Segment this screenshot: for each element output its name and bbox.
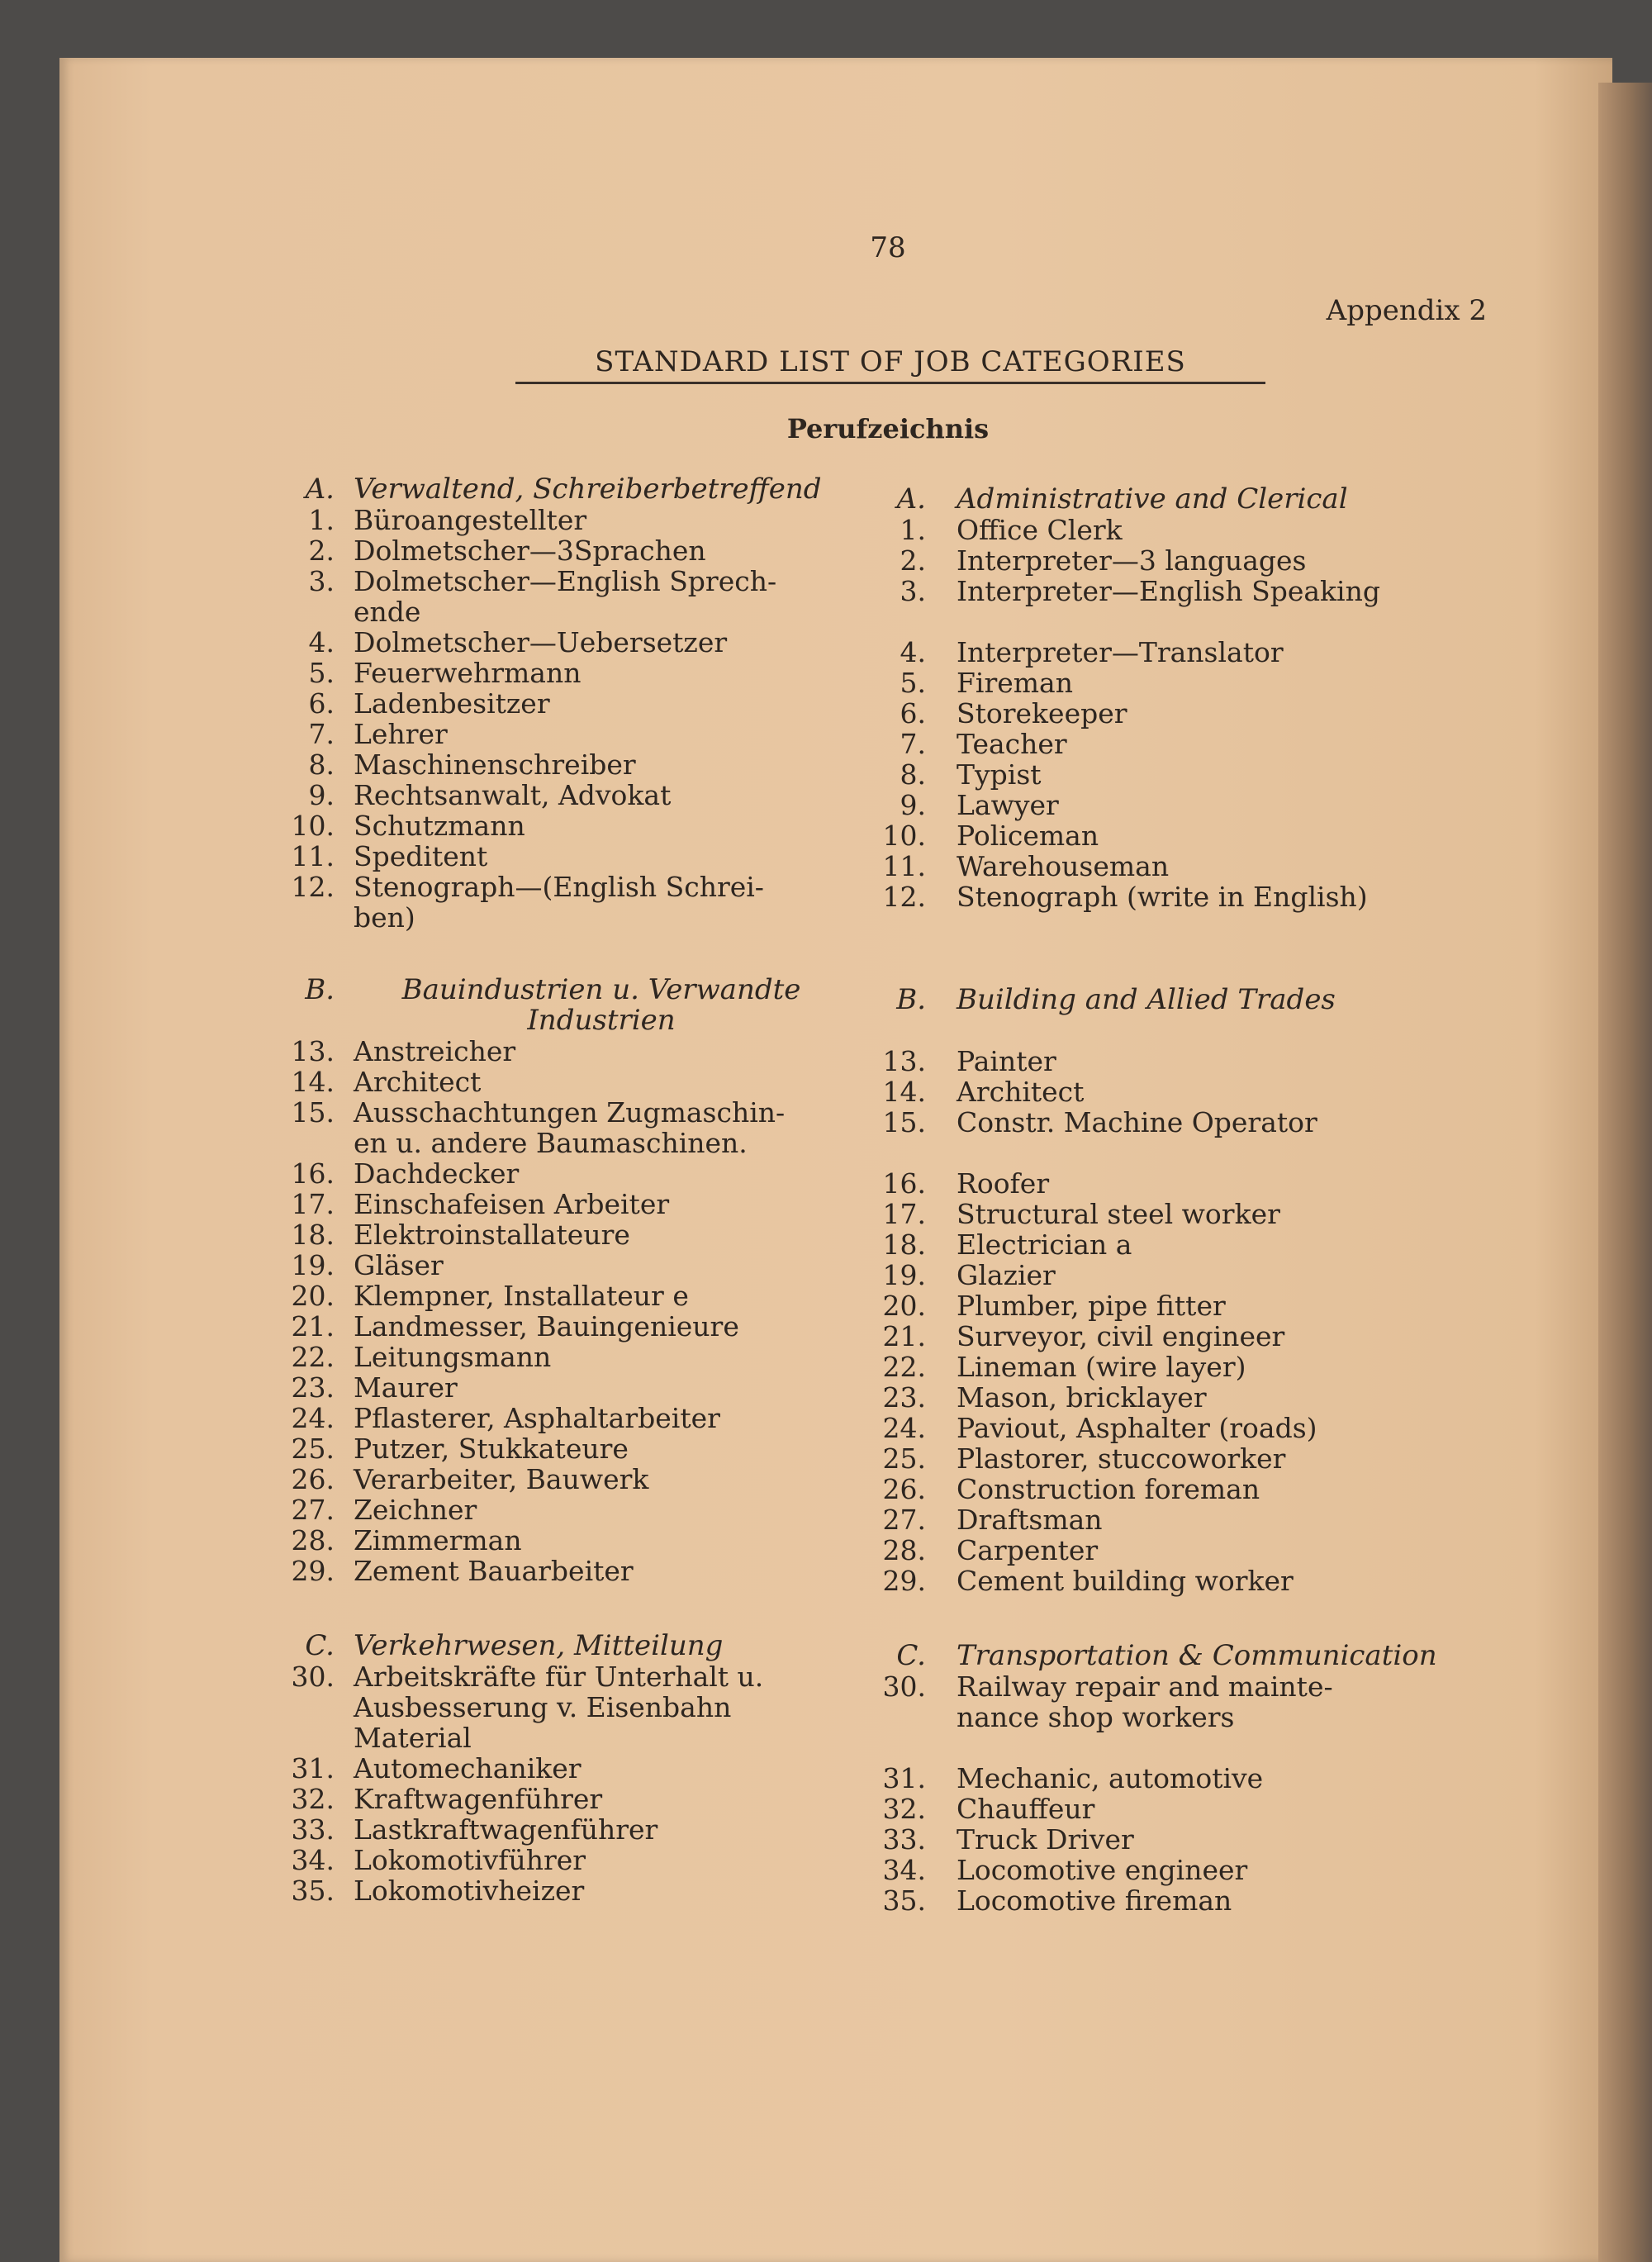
job-title-en: Interpreter—3 languages: [957, 544, 1307, 577]
item-number-en: 15.: [882, 1106, 926, 1138]
item-number-de: 11.: [291, 840, 335, 872]
job-title-de: Anstreicher: [354, 1035, 516, 1067]
job-title-en: Locomotive engineer: [957, 1854, 1248, 1886]
section-heading-en: Building and Allied Trades: [957, 983, 1336, 1016]
item-number-en: 6.: [900, 697, 926, 729]
section-heading-de: Verkehrwesen, Mitteilung: [354, 1629, 724, 1662]
item-number-en: 35.: [882, 1884, 926, 1917]
item-number-de: 25.: [291, 1433, 335, 1465]
item-number-en: 10.: [882, 820, 926, 852]
job-title-en: Lineman (wire layer): [957, 1351, 1246, 1383]
item-number-de: 18.: [291, 1219, 335, 1251]
job-title-de: Arbeitskräfte für Unterhalt u. Ausbesserung v. Eisenbahn Material: [354, 1661, 764, 1754]
item-number-en: 5.: [900, 667, 926, 699]
item-number-de: 19.: [291, 1249, 335, 1281]
job-title-en: Interpreter—Translator: [957, 636, 1284, 668]
section-a: [248, 474, 1485, 933]
job-title-de: Ladenbesitzer: [354, 687, 550, 720]
item-number-en: 28.: [882, 1534, 926, 1566]
job-title-en: Typist: [957, 758, 1042, 791]
job-title-en: Electrician a: [957, 1228, 1132, 1261]
item-number-en: 32.: [882, 1793, 926, 1825]
job-title-en: Office Clerk: [957, 514, 1123, 546]
item-number-en: 33.: [882, 1823, 926, 1856]
job-title-en: Locomotive fireman: [957, 1884, 1232, 1917]
job-title-de: Büroangestellter: [354, 504, 587, 536]
item-number-de: 3.: [308, 565, 335, 597]
item-number-en: 16.: [882, 1167, 926, 1200]
section-heading-de: Verwaltend, Schreiberbetreffend: [354, 473, 822, 506]
item-number-de: 12.: [291, 871, 335, 903]
job-title-en: Interpreter—English Speaking: [957, 575, 1380, 607]
item-number-de: 17.: [291, 1188, 335, 1220]
item-number-en: 2.: [900, 544, 926, 577]
job-title-en: Mason, bricklayer: [957, 1381, 1207, 1414]
job-title-de: Speditent: [354, 840, 488, 872]
job-title-en: Roofer: [957, 1167, 1050, 1200]
job-title-en: Carpenter: [957, 1534, 1099, 1566]
page-subtitle: Perufzeichnis: [786, 413, 990, 444]
job-title-de: Elektroinstallateure: [354, 1219, 630, 1251]
job-title-de: Verarbeiter, Bauwerk: [354, 1463, 649, 1495]
job-title-en: Glazier: [957, 1259, 1056, 1291]
item-number-en: 7.: [900, 728, 926, 760]
section-heading-en: Administrative and Clerical: [957, 482, 1348, 516]
job-title-de: Lokomotivführer: [354, 1844, 586, 1876]
job-title-de: Kraftwagenführer: [354, 1783, 603, 1815]
item-number-de: 22.: [291, 1341, 335, 1373]
job-title-de: Architect: [354, 1066, 482, 1098]
section-heading-de: Bauindustrien u. Verwandte Industrien: [401, 973, 801, 1037]
item-number-de: 33.: [291, 1813, 335, 1846]
job-title-de: Feuerwehrmann: [354, 657, 582, 689]
item-number-de: 10.: [291, 810, 335, 842]
item-number-en: 22.: [882, 1351, 926, 1383]
job-title-en: Painter: [957, 1045, 1056, 1077]
job-title-de: Gläser: [354, 1249, 444, 1281]
job-title-en: Fireman: [957, 667, 1073, 699]
job-title-en: Structural steel worker: [957, 1198, 1280, 1230]
item-number-de: 31.: [291, 1752, 335, 1784]
job-title-de: Dolmetscher—3Sprachen: [354, 535, 706, 567]
job-title-en: Stenograph (write in English): [957, 881, 1368, 913]
item-number-de: 26.: [291, 1463, 335, 1495]
item-number-de: 6.: [308, 687, 335, 720]
item-number-en: 3.: [900, 575, 926, 607]
item-number-de: 5.: [308, 657, 335, 689]
job-title-en: Architect: [957, 1076, 1085, 1108]
item-number-en: 31.: [882, 1762, 926, 1794]
job-title-de: Lehrer: [354, 718, 448, 750]
job-title-en: Mechanic, automotive: [957, 1762, 1264, 1794]
item-number-en: 24.: [882, 1412, 926, 1444]
job-title-de: Dachdecker: [354, 1157, 520, 1190]
item-number-en: 1.: [900, 514, 926, 546]
section-letter-de: A.: [305, 473, 335, 506]
appendix-label: Appendix 2: [1326, 294, 1487, 327]
item-number-en: 29.: [882, 1565, 926, 1597]
job-title-de: Automechaniker: [354, 1752, 582, 1784]
job-title-en: Constr. Machine Operator: [957, 1106, 1317, 1138]
item-number-de: 34.: [291, 1844, 335, 1876]
item-number-de: 15.: [291, 1096, 335, 1129]
item-number-en: 11.: [882, 850, 926, 882]
job-title-de: Maschinenschreiber: [354, 748, 636, 781]
section-b: [248, 973, 1485, 1597]
job-title-en: Cement building worker: [957, 1565, 1294, 1597]
job-title-en: Draftsman: [957, 1504, 1103, 1536]
section-letter-en: A.: [896, 482, 926, 516]
item-number-de: 29.: [291, 1555, 335, 1587]
page-number: 78: [870, 231, 906, 264]
item-number-en: 30.: [882, 1670, 926, 1703]
job-title-de: Klempner, Installateur e: [354, 1280, 689, 1312]
job-title-en: Plastorer, stuccoworker: [957, 1442, 1286, 1475]
job-title-en: Construction foreman: [957, 1473, 1260, 1505]
job-title-de: Lastkraftwagenführer: [354, 1813, 658, 1846]
item-number-de: 27.: [291, 1494, 335, 1526]
job-title-de: Zement Bauarbeiter: [354, 1555, 634, 1587]
page-title: STANDARD LIST OF JOB CATEGORIES: [515, 345, 1265, 384]
item-number-en: 34.: [882, 1854, 926, 1886]
section-letter-de: B.: [305, 973, 335, 1006]
job-title-de: Rechtsanwalt, Advokat: [354, 779, 672, 811]
item-number-en: 19.: [882, 1259, 926, 1291]
job-title-de: Putzer, Stukkateure: [354, 1433, 629, 1465]
item-number-de: 4.: [308, 626, 335, 658]
job-title-en: Surveyor, civil engineer: [957, 1320, 1285, 1352]
item-number-en: 20.: [882, 1290, 926, 1322]
item-number-de: 24.: [291, 1402, 335, 1434]
job-title-de: Leitungsmann: [354, 1341, 552, 1373]
item-number-de: 13.: [291, 1035, 335, 1067]
job-title-de: Dolmetscher—Uebersetzer: [354, 626, 728, 658]
job-title-de: Ausschachtungen Zugmaschin- en u. andere Baumaschinen.: [354, 1096, 786, 1159]
item-number-en: 4.: [900, 636, 926, 668]
job-title-de: Landmesser, Bauingenieure: [354, 1310, 739, 1342]
item-number-en: 17.: [882, 1198, 926, 1230]
item-number-en: 13.: [882, 1045, 926, 1077]
item-number-de: 32.: [291, 1783, 335, 1815]
item-number-en: 25.: [882, 1442, 926, 1475]
item-number-de: 8.: [308, 748, 335, 781]
item-number-en: 9.: [900, 789, 926, 821]
item-number-de: 2.: [308, 535, 335, 567]
item-number-en: 12.: [882, 881, 926, 913]
item-number-en: 18.: [882, 1228, 926, 1261]
section-c: [248, 1629, 1485, 1917]
job-title-de: Stenograph—(English Schrei- ben): [354, 871, 764, 934]
item-number-de: 35.: [291, 1875, 335, 1907]
job-title-de: Pflasterer, Asphaltarbeiter: [354, 1402, 720, 1434]
book-binding: [1598, 83, 1652, 2262]
section-letter-en: C.: [896, 1639, 926, 1672]
item-number-de: 9.: [308, 779, 335, 811]
section-heading-en: Transportation & Communication: [957, 1639, 1437, 1672]
job-title-en: Lawyer: [957, 789, 1059, 821]
job-title-de: Zimmerman: [354, 1524, 522, 1556]
job-title-en: Policeman: [957, 820, 1099, 852]
item-number-de: 30.: [291, 1661, 335, 1693]
item-number-en: 14.: [882, 1076, 926, 1108]
item-number-de: 16.: [291, 1157, 335, 1190]
item-number-en: 27.: [882, 1504, 926, 1536]
section-letter-en: B.: [896, 983, 926, 1016]
job-title-en: Teacher: [957, 728, 1067, 760]
job-title-en: Chauffeur: [957, 1793, 1095, 1825]
item-number-de: 28.: [291, 1524, 335, 1556]
job-title-de: Lokomotivheizer: [354, 1875, 585, 1907]
item-number-de: 7.: [308, 718, 335, 750]
job-title-en: Warehouseman: [957, 850, 1170, 882]
job-title-en: Truck Driver: [957, 1823, 1134, 1856]
job-title-de: Schutzmann: [354, 810, 525, 842]
job-title-de: Einschafeisen Arbeiter: [354, 1188, 670, 1220]
item-number-de: 20.: [291, 1280, 335, 1312]
job-title-en: Paviout, Asphalter (roads): [957, 1412, 1317, 1444]
job-title-de: Zeichner: [354, 1494, 477, 1526]
job-title-de: Dolmetscher—English Sprech- ende: [354, 565, 777, 628]
item-number-en: 8.: [900, 758, 926, 791]
job-title-en: Railway repair and mainte- nance shop workers: [957, 1670, 1333, 1733]
job-title-en: Plumber, pipe fitter: [957, 1290, 1226, 1322]
item-number-de: 23.: [291, 1371, 335, 1404]
item-number-en: 26.: [882, 1473, 926, 1505]
item-number-de: 14.: [291, 1066, 335, 1098]
item-number-en: 21.: [882, 1320, 926, 1352]
item-number-en: 23.: [882, 1381, 926, 1414]
item-number-de: 1.: [308, 504, 335, 536]
job-title-de: Maurer: [354, 1371, 458, 1404]
item-number-de: 21.: [291, 1310, 335, 1342]
section-letter-de: C.: [305, 1629, 335, 1662]
job-title-en: Storekeeper: [957, 697, 1127, 729]
